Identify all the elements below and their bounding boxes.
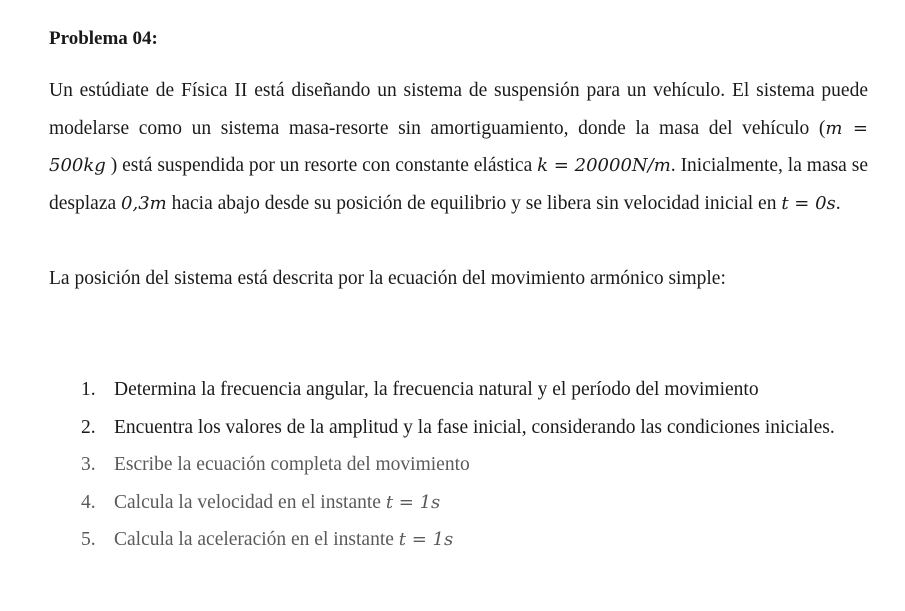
list-item: [49, 371, 868, 409]
time-formula: t = 1s: [385, 491, 441, 513]
item-text: Calcula la aceleración en el instante: [114, 529, 394, 550]
intro-text-4: hacia abajo desde su posición de equilibrio y se libera sin velocidad inicial en: [171, 192, 777, 214]
mass-formula: m = 500kg: [49, 117, 868, 176]
item-text: Encuentra los valores de la amplitud y la fase inicial, considerando las condiciones iniciales.: [114, 416, 835, 438]
spring-constant-formula: k = 20000N/m: [537, 155, 671, 176]
list-item: [49, 484, 868, 522]
item-text: Calcula la velocidad en el instante: [114, 491, 381, 513]
equation-intro: La posición del sistema está descrita por la ecuación del movimiento armónico simple:: [49, 268, 726, 289]
time-formula: t = 1s: [398, 529, 454, 550]
item-text: Escribe la ecuación completa del movimiento: [114, 454, 470, 475]
item-number: 4.: [81, 491, 96, 513]
item-number: 1.: [81, 379, 96, 400]
list-item: [49, 409, 868, 447]
list-item: [49, 446, 868, 484]
list-item: [49, 521, 868, 559]
sentence-end: .: [835, 192, 841, 214]
intro-text-3: . Inicialmente, la masa se desplaza: [49, 155, 868, 214]
intro-text: Un estúdiate de Física II está diseñando un sistema de suspensión para un vehículo. El sistema puede modelarse como un sistema masa-resorte sin amortiguamiento, donde la masa del vehículo (: [49, 80, 868, 139]
displacement-formula: 0,3m: [121, 192, 167, 214]
problem-title: Problema 04:: [49, 28, 158, 49]
item-number: 5.: [81, 529, 96, 550]
item-text: Determina la frecuencia angular, la frecuencia natural y el período del movimiento: [114, 379, 759, 400]
initial-time-formula: t = 0s: [781, 192, 836, 214]
question-list: [49, 371, 868, 559]
item-number: 2.: [81, 416, 96, 438]
intro-text-2: ) está suspendida por un resorte con constante elástica: [110, 155, 533, 176]
problem-statement: [49, 72, 868, 222]
item-number: 3.: [81, 454, 96, 475]
